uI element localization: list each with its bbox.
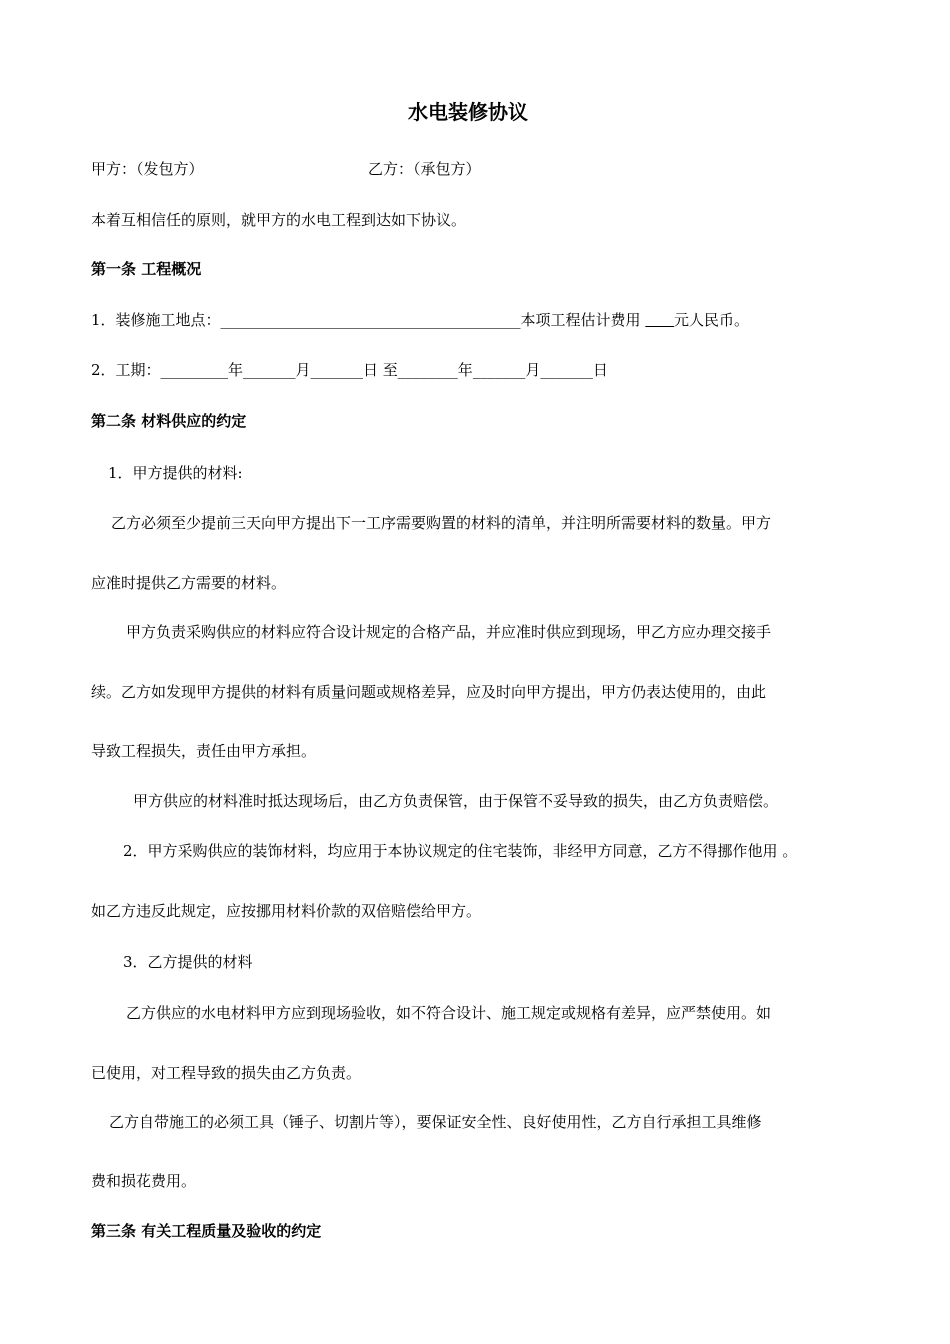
item-1-mid: 本项工程估计费用	[520, 311, 646, 329]
paragraph-2-line-1: 甲方负责采购供应的材料应符合设计规定的合格产品，并应准时供应到现场，甲乙方应办理交接手	[126, 623, 772, 641]
item-1-prefix: 1．装修施工地点：	[91, 311, 221, 329]
section-2-heading: 第二条 材料供应的约定	[91, 412, 247, 430]
paragraph-2-line-2: 续。乙方如发现甲方提供的材料有质量问题或规格差异，应及时向甲方提出，甲方仍表达使用的，由此	[91, 683, 767, 701]
location-blank: ________________________________________	[220, 311, 521, 329]
paragraph-3-line-1: 甲方供应的材料准时抵达现场后，由乙方负责保管，由于保管不妥导致的损失，由乙方负责赔偿。	[133, 792, 779, 810]
cost-blank	[645, 311, 674, 329]
paragraph-4-line-2: 如乙方违反此规定，应按挪用材料价款的双倍赔偿给甲方。	[91, 902, 482, 920]
party-a-label: 甲方：（发包方）	[91, 160, 204, 178]
document-title: 水电装修协议	[408, 100, 528, 124]
paragraph-6-line-2: 费和损花费用。	[91, 1172, 197, 1190]
paragraph-5-line-1: 乙方供应的水电材料甲方应到现场验收，如不符合设计、施工规定或规格有差异，应严禁使用。如	[126, 1004, 772, 1022]
section-3-heading: 第三条 有关工程质量及验收的约定	[91, 1222, 322, 1240]
section-2-item-1: 1．甲方提供的材料:	[108, 464, 243, 482]
paragraph-4-line-1: 2．甲方采购供应的装饰材料，均应用于本协议规定的住宅装饰，非经甲方同意，乙方不得挪作他用 。	[123, 842, 798, 860]
paragraph-5-line-2: 已使用，对工程导致的损失由乙方负责。	[91, 1064, 362, 1082]
intro-paragraph: 本着互相信任的原则，就甲方的水电工程到达如下协议。	[91, 211, 467, 229]
party-b-label: 乙方：（承包方）	[368, 160, 481, 178]
section-1-heading: 第一条 工程概况	[91, 260, 202, 278]
section-1-item-1	[91, 310, 749, 330]
paragraph-1-line-2: 应准时提供乙方需要的材料。	[91, 574, 287, 592]
paragraph-6-line-1: 乙方自带施工的必须工具（锤子、切割片等），要保证安全性、良好使用性，乙方自行承担工具维修	[109, 1113, 762, 1131]
section-2-item-3: 3．乙方提供的材料	[123, 953, 253, 971]
paragraph-1-line-1: 乙方必须至少提前三天向甲方提出下一工序需要购置的材料的清单，并注明所需要材料的数量。甲方	[111, 514, 772, 532]
item-1-suffix: 元人民币。	[673, 311, 749, 329]
section-1-item-2: 2．工期：_________年_______月_______日 至________年_______月_______日	[91, 361, 608, 379]
paragraph-2-line-3: 导致工程损失，责任由甲方承担。	[91, 742, 317, 760]
